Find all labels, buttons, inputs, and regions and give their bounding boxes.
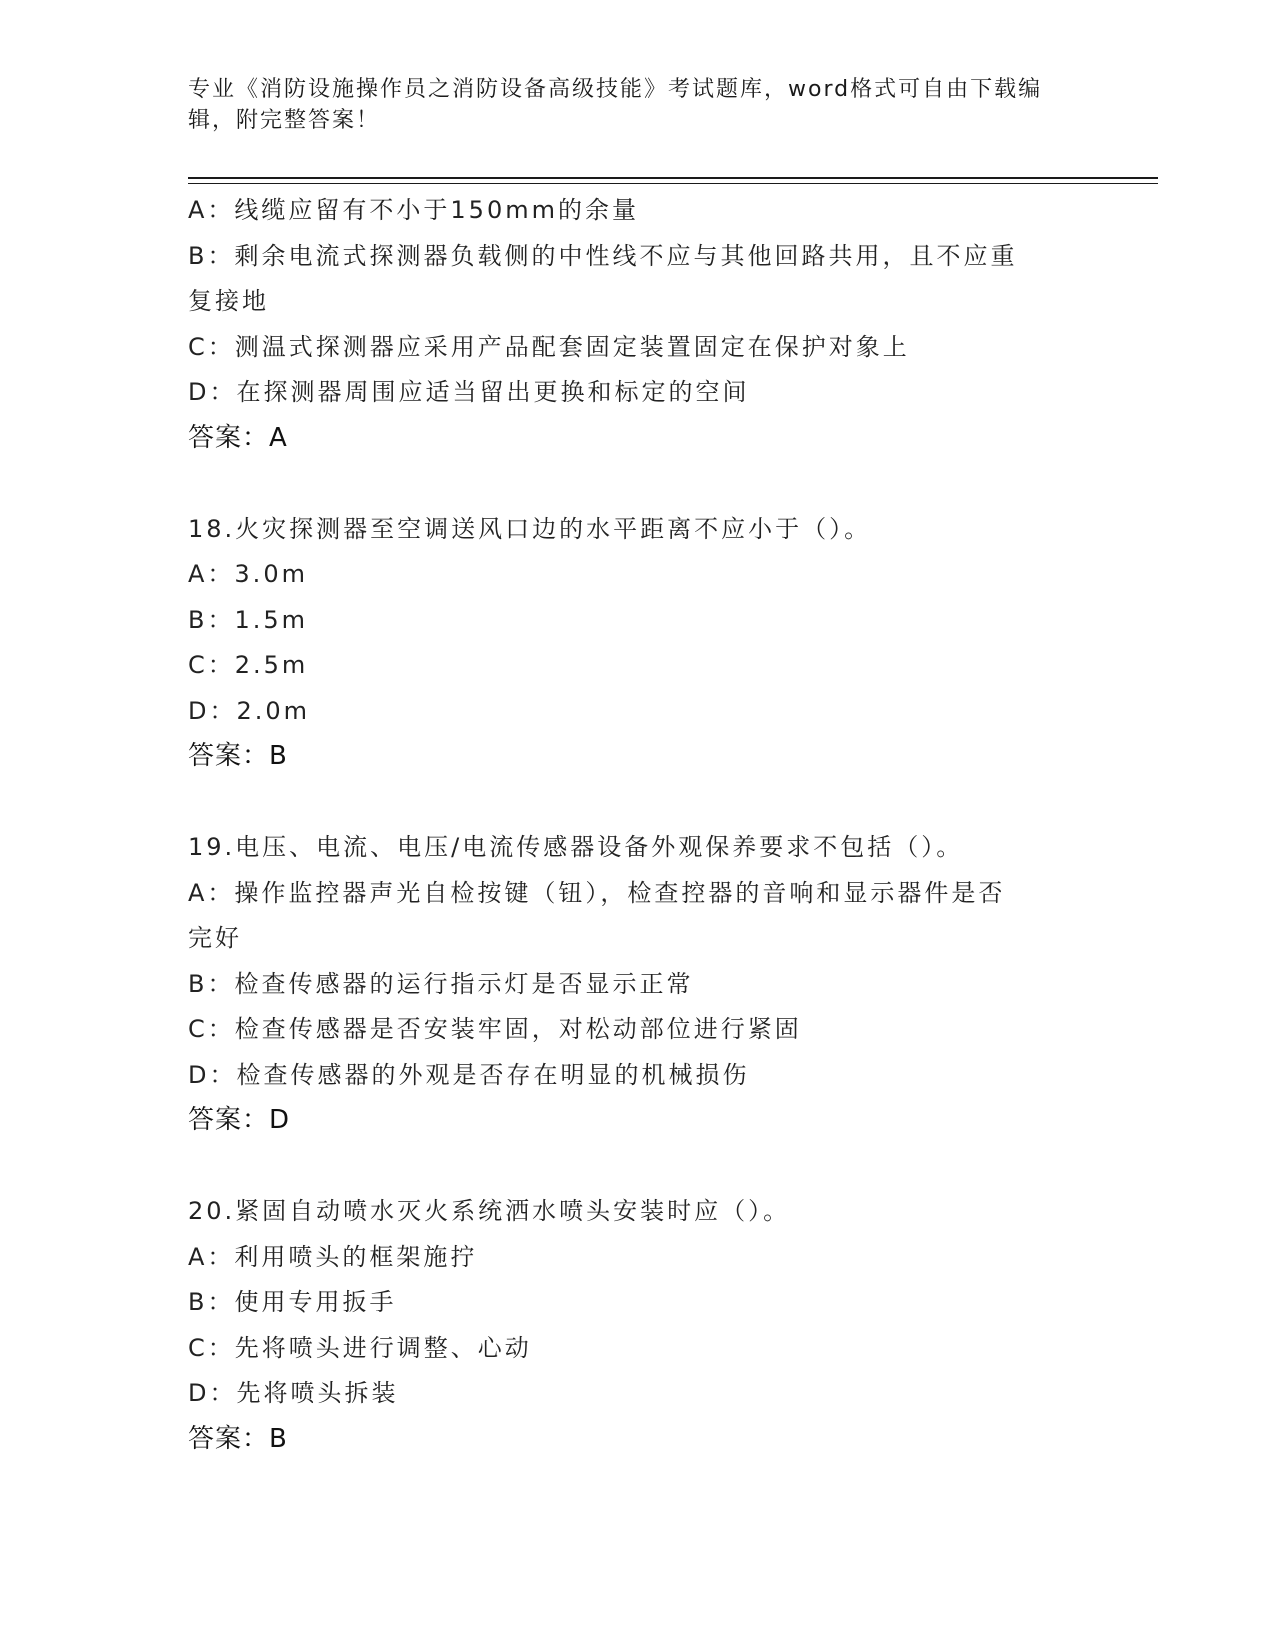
answer-line: 答案：B [188, 1423, 288, 1454]
option-a: A：操作监控器声光自检按键（钮），检查控器的音响和显示器件是否 [188, 878, 1006, 907]
header-line-2: 辑，附完整答案！ [188, 108, 381, 133]
spacer [188, 780, 1088, 826]
option-c: C：先将喷头进行调整、心动 [188, 1333, 532, 1362]
option-a-continued: 完好 [188, 924, 242, 952]
question-stem: 18.火灾探测器至空调送风口边的水平距离不应小于（）。 [188, 514, 872, 543]
option-b-continued: 复接地 [188, 287, 269, 315]
option-c: C：2.5m [188, 651, 309, 679]
option-a: A：线缆应留有不小于150mm的余量 [188, 196, 639, 224]
question-19 [188, 825, 1088, 1144]
document-header [188, 74, 1088, 136]
option-b: B：1.5m [188, 605, 309, 634]
answer-line: 答案：A [188, 422, 288, 453]
question-18 [188, 507, 1088, 780]
spacer [188, 461, 1088, 507]
option-d: D：2.0m [188, 696, 311, 725]
option-c: C：检查传感器是否安装牢固，对松动部位进行紧固 [188, 1015, 802, 1043]
spacer [188, 1144, 1088, 1190]
question-stem: 20.紧固自动喷水灭火系统洒水喷头安装时应（）。 [188, 1197, 791, 1225]
option-d: D：检查传感器的外观是否存在明显的机械损伤 [188, 1060, 750, 1089]
question-20 [188, 1189, 1088, 1462]
option-b: B：使用专用扳手 [188, 1288, 397, 1316]
question-list [188, 188, 1088, 1462]
option-d: D：在探测器周围应适当留出更换和标定的空间 [188, 378, 750, 406]
option-d: D：先将喷头拆装 [188, 1379, 399, 1407]
option-b: B：检查传感器的运行指示灯是否显示正常 [188, 969, 694, 998]
question-stem: 19.电压、电流、电压/电流传感器设备外观保养要求不包括（）。 [188, 833, 964, 861]
option-c: C：测温式探测器应采用产品配套固定装置固定在保护对象上 [188, 332, 910, 361]
header-line-1: 专业《消防设施操作员之消防设备高级技能》考试题库，word格式可自由下载编 [188, 77, 1043, 102]
option-a: A：利用喷头的框架施拧 [188, 1242, 478, 1271]
question-17-continued [188, 188, 1088, 461]
header-divider-thick [188, 177, 1158, 179]
answer-line: 答案：B [188, 741, 288, 771]
option-b: B：剩余电流式探测器负载侧的中性线不应与其他回路共用，且不应重 [188, 241, 1018, 270]
answer-line: 答案：D [188, 1105, 291, 1135]
option-a: A：3.0m [188, 560, 308, 588]
header-divider-thin [188, 183, 1158, 184]
